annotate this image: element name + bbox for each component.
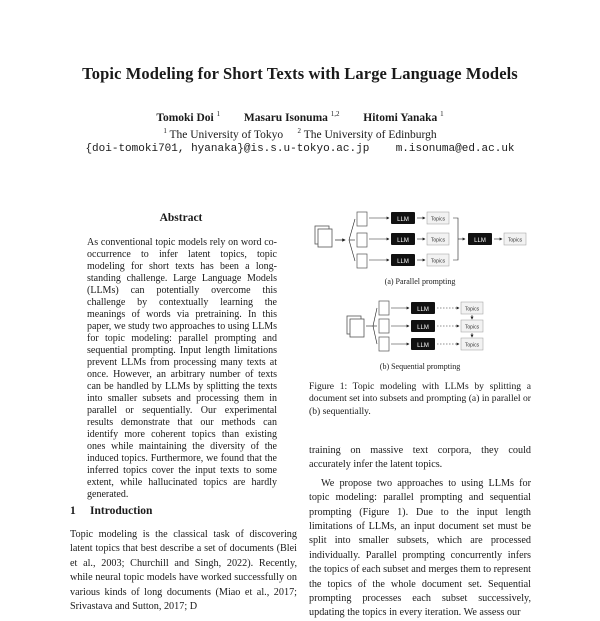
right-column-text bbox=[309, 444, 531, 621]
llm-box bbox=[391, 233, 415, 245]
author-emails: {doi-tomoki701, hyanaka}@is.s.u-tokyo.ac.jp m.isonuma@ed.ac.uk bbox=[85, 143, 515, 155]
paragraph: We propose two approaches to using LLMs for topic modeling: parallel prompting and sequential prompting (Figure 1). Due to the input length limitations of LLMs, an input document set must be split into smaller subsets, which are processed individually. Parallel prompting concurrently infers the topics of each subset and merges them to represent the topics of the whole document set. Sequential prompting processes each subset successively, updating the topics in every iteration. We assess our bbox=[309, 477, 531, 619]
figure-diagram bbox=[305, 198, 535, 378]
author-affil-marker: 1 bbox=[440, 110, 444, 118]
parallel-diagram bbox=[315, 212, 526, 268]
llm-box bbox=[411, 302, 435, 314]
affil-marker: 2 bbox=[297, 127, 302, 135]
llm-label: LLM bbox=[397, 259, 409, 265]
llm-label: LLM bbox=[417, 343, 429, 349]
llm-box bbox=[391, 212, 415, 224]
topics-box bbox=[427, 233, 449, 245]
topics-label: Topics bbox=[464, 306, 480, 313]
topics-label: Topics bbox=[507, 237, 523, 244]
affil-marker: 1 bbox=[163, 127, 167, 135]
author-name: Hitomi Yanaka bbox=[363, 112, 438, 124]
figure-caption: Figure 1: Topic modeling with LLMs by splitting a document set into subsets and prompting (a) in parallel or (b) sequentially. bbox=[309, 381, 531, 417]
abstract-heading: Abstract bbox=[159, 212, 203, 224]
topics-box bbox=[504, 233, 526, 245]
topics-box bbox=[461, 302, 483, 314]
llm-box bbox=[391, 254, 415, 266]
topics-box bbox=[461, 320, 483, 332]
topics-label: Topics bbox=[430, 237, 446, 244]
llm-label: LLM bbox=[474, 238, 486, 244]
llm-label: LLM bbox=[417, 307, 429, 313]
abstract-text: As conventional topic models rely on word co-occurrence to infer latent topics, topic modeling for short texts has been a long-standing challenge. Large Language Models (LLMs) can potentially overcome this challenge by contextually learning the meanings of words via pretraining. In this paper, we study two approaches to using LLMs for topic modeling: parallel prompting and sequential prompting. Input length limitations prevent LLMs from processing many texts at once. However, an arbitrary number of texts can be handled by LLMs by splitting the texts into smaller subsets and processing them in parallel or sequentially. Our experimental results demonstrate that our methods can identify more coherent topics than existing ones while maintaining the diversity of the induced topics. Furthermore, we found that the inferred topics cover the input texts to some extent, while hallucinated topics are hardly generated. bbox=[87, 237, 277, 500]
subcaption-b: (b) Sequential prompting bbox=[379, 362, 461, 371]
author-name: Masaru Isonuma bbox=[243, 112, 328, 124]
author-affil-marker: 1,2 bbox=[330, 110, 340, 118]
paragraph: training on massive text corpora, they could accurately infer the latent topics. bbox=[309, 445, 531, 471]
section-number: 1 bbox=[70, 505, 76, 517]
section-title: Introduction bbox=[90, 505, 153, 517]
author-name: Tomoki Doi bbox=[156, 112, 214, 124]
llm-box bbox=[468, 233, 492, 245]
affiliations bbox=[0, 127, 600, 141]
llm-label: LLM bbox=[397, 238, 409, 244]
affiliation: The University of Tokyo bbox=[169, 129, 284, 141]
topics-label: Topics bbox=[430, 258, 446, 265]
topics-label: Topics bbox=[464, 342, 480, 349]
topics-box bbox=[427, 212, 449, 224]
section-heading bbox=[70, 505, 152, 517]
llm-box bbox=[411, 338, 435, 350]
llm-box bbox=[411, 320, 435, 332]
llm-label: LLM bbox=[397, 217, 409, 223]
author-affil-marker: 1 bbox=[216, 110, 221, 118]
intro-text: Topic modeling is the classical task of discovering latent topics that best describe a set of documents (Blei et al., 2003; Churchill and Singh, 2022). Recently, while neural topic models have worked successfully on various kinds of long documents (Miao et al., 2017; Srivastava and Sutton, 2017; D bbox=[70, 529, 297, 613]
affiliation: The University of Edinburgh bbox=[303, 129, 437, 141]
topics-label: Topics bbox=[464, 324, 480, 331]
sequential-diagram bbox=[347, 301, 483, 351]
figure-1 bbox=[305, 198, 535, 378]
topics-box bbox=[461, 338, 483, 350]
subcaption-a: (a) Parallel prompting bbox=[384, 277, 456, 286]
topics-label: Topics bbox=[430, 216, 446, 223]
paper-title: Topic Modeling for Short Texts with Large Language Models bbox=[82, 64, 518, 83]
llm-label: LLM bbox=[417, 325, 429, 331]
author-list bbox=[0, 110, 600, 124]
topics-box bbox=[427, 254, 449, 266]
